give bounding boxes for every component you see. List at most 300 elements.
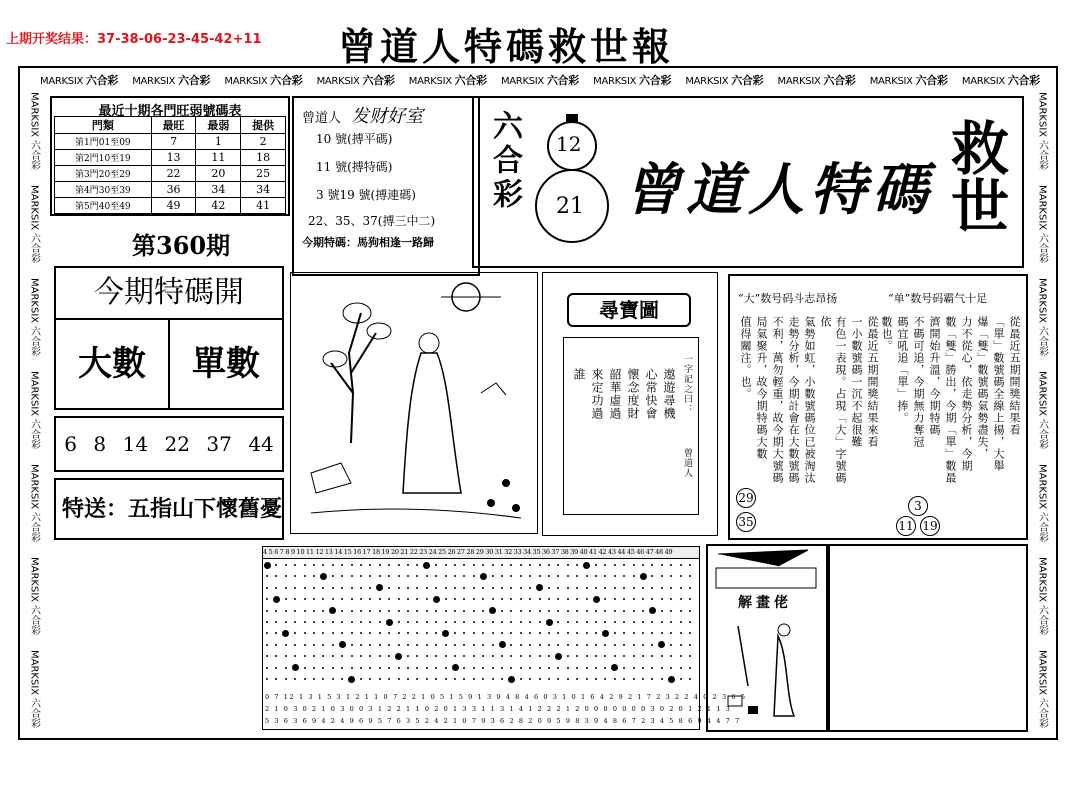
- grid-dot: [651, 587, 653, 589]
- grid-dot: [661, 621, 663, 623]
- grid-dot: [369, 655, 371, 657]
- grid-dot: [351, 598, 353, 600]
- cell: 36: [151, 182, 196, 198]
- number-list: [54, 416, 284, 472]
- grid-dot: [275, 587, 277, 589]
- grid-dot: [398, 564, 400, 566]
- article-column: 局氣聚升，故今期特碼大數: [755, 316, 768, 460]
- grid-dot: [407, 678, 409, 680]
- grid-dot: [557, 678, 559, 680]
- grid-dot: [680, 655, 682, 657]
- grid-dot: [388, 678, 390, 680]
- grid-dot: [341, 667, 343, 669]
- grid-dot: [595, 610, 597, 612]
- grid-dot: [576, 655, 578, 657]
- grid-dot: [604, 621, 606, 623]
- grid-dot: [492, 644, 494, 646]
- grid-dot: [379, 598, 381, 600]
- column-header: 提供: [241, 117, 286, 134]
- grid-dot: [501, 587, 503, 589]
- table-header-row: [55, 117, 286, 134]
- grid-dot: [689, 587, 691, 589]
- grid-dot: [642, 667, 644, 669]
- grid-dot: [388, 632, 390, 634]
- grid-dot: [668, 676, 675, 683]
- grid-dot: [292, 664, 299, 671]
- grid-dot: [275, 632, 277, 634]
- grid-dot: [567, 632, 569, 634]
- grid-dot: [689, 667, 691, 669]
- grid-dot: [398, 598, 400, 600]
- grid-dot: [445, 644, 447, 646]
- watermark: MARKSIX 六合彩: [28, 463, 40, 543]
- grid-dot: [416, 644, 418, 646]
- grid-dot: [388, 564, 390, 566]
- grid-dot: [332, 655, 334, 657]
- grid-dot: [463, 610, 465, 612]
- special-gift-text: 特送：五指山下懷舊憂: [62, 496, 283, 522]
- grid-dot: [586, 667, 588, 669]
- number-item: 14: [122, 432, 149, 456]
- grid-dot: [510, 598, 512, 600]
- grid-dot: [360, 655, 362, 657]
- grid-dot: [426, 598, 428, 600]
- cell: 34: [196, 182, 241, 198]
- grid-dot: [614, 632, 616, 634]
- watermark: MARKSIX 六合彩: [132, 74, 211, 87]
- grid-dot: [473, 575, 475, 577]
- grid-dot: [501, 621, 503, 623]
- grid-dot: [510, 610, 512, 612]
- grid-dot: [567, 667, 569, 669]
- article-column: 值得關注。也。: [739, 316, 752, 400]
- grid-dot: [539, 598, 541, 600]
- grid-dot: [398, 587, 400, 589]
- grid-dot: [275, 667, 277, 669]
- grid-dot: [426, 632, 428, 634]
- grid-dot: [633, 644, 635, 646]
- grid-dot: [651, 678, 653, 680]
- grid-dot: [661, 598, 663, 600]
- grid-dot: [454, 632, 456, 634]
- grid-dot: [680, 632, 682, 634]
- gourd-number-bottom: 21: [556, 194, 584, 219]
- grid-dot: [463, 667, 465, 669]
- grid-dot: [529, 575, 531, 577]
- grid-dot: [604, 667, 606, 669]
- grid-dot: [529, 610, 531, 612]
- grid-dot: [398, 610, 400, 612]
- grid-dot: [304, 610, 306, 612]
- cell: 1: [196, 134, 241, 150]
- grid-dot: [614, 610, 616, 612]
- grid-dot: [614, 587, 616, 589]
- grid-dot: [557, 644, 559, 646]
- grid-dot: [454, 621, 456, 623]
- grid-dot: [595, 575, 597, 577]
- article-column: 濟開始升溫，今期特碼: [928, 316, 941, 436]
- grid-dot: [435, 621, 437, 623]
- grid-dot: [586, 644, 588, 646]
- grid-dot: [332, 621, 334, 623]
- grid-dot: [567, 598, 569, 600]
- grid-dot: [595, 678, 597, 680]
- grid-dot: [670, 632, 672, 634]
- grid-dot: [482, 610, 484, 612]
- number-circle: 35: [736, 512, 756, 532]
- grid-dot: [595, 587, 597, 589]
- grid-dot: [680, 575, 682, 577]
- grid-dot: [454, 610, 456, 612]
- article-column: 不碼可追，今期無力奪冠: [912, 316, 925, 448]
- grid-dot: [398, 667, 400, 669]
- grid-dot: [445, 575, 447, 577]
- grid-dot: [426, 678, 428, 680]
- grid-dot: [680, 598, 682, 600]
- grid-dots: [263, 559, 699, 687]
- grid-dot: [623, 667, 625, 669]
- grid-dot: [658, 641, 665, 648]
- grid-dot: [623, 621, 625, 623]
- watermark: MARKSIX 六合彩: [28, 277, 40, 357]
- grid-dot: [510, 575, 512, 577]
- explain-title: 解畫佬: [738, 595, 792, 611]
- grid-dot: [351, 587, 353, 589]
- grid-dot: [435, 632, 437, 634]
- article-column: 從最近五期開獎結果看: [1008, 316, 1021, 436]
- grid-dot: [266, 632, 268, 634]
- grid-dot: [593, 596, 600, 603]
- grid-dot: [332, 575, 334, 577]
- grid-dot: [633, 587, 635, 589]
- grid-dot: [539, 564, 541, 566]
- article-column: 走勢分析，今期計會在大數號碼: [787, 316, 800, 484]
- grid-dot: [398, 621, 400, 623]
- grid-dot: [614, 678, 616, 680]
- grid-dot: [539, 610, 541, 612]
- grid-dot: [689, 610, 691, 612]
- grid-dot: [633, 678, 635, 680]
- grid-dot: [501, 598, 503, 600]
- grid-dot: [341, 632, 343, 634]
- grid-dot: [426, 667, 428, 669]
- grid-dot: [266, 610, 268, 612]
- cell: 34: [241, 182, 286, 198]
- grid-dot: [407, 632, 409, 634]
- grid-dot: [407, 655, 409, 657]
- grid-dot: [473, 564, 475, 566]
- article-column: 氣勢如虹，小數號碼位已被淘汰: [803, 316, 816, 484]
- grid-dot: [275, 655, 277, 657]
- sage-illustration: [291, 273, 537, 533]
- grid-dot: [341, 575, 343, 577]
- grid-dot: [604, 644, 606, 646]
- grid-dot: [567, 655, 569, 657]
- scroll-column: 誰: [572, 368, 586, 381]
- grid-dot: [548, 644, 550, 646]
- grid-dot: [614, 621, 616, 623]
- article-column: 一小數號碼一沉不起很難: [850, 316, 863, 448]
- grid-dot: [492, 655, 494, 657]
- grid-dot: [442, 630, 449, 637]
- grid-dot: [435, 587, 437, 589]
- grid-dot: [529, 632, 531, 634]
- cell: 13: [151, 150, 196, 166]
- grid-dot: [294, 598, 296, 600]
- tips-author: 曾道人: [302, 111, 342, 126]
- grid-dot: [351, 575, 353, 577]
- grid-dot: [304, 587, 306, 589]
- table-row: [55, 166, 286, 182]
- grid-dot: [360, 621, 362, 623]
- grid-dot: [623, 632, 625, 634]
- grid-dot: [463, 632, 465, 634]
- watermark: MARKSIX 六合彩: [408, 74, 487, 87]
- grid-dot: [633, 667, 635, 669]
- grid-dot: [642, 678, 644, 680]
- grid-dot: [557, 598, 559, 600]
- grid-dot: [623, 610, 625, 612]
- grid-dot: [576, 632, 578, 634]
- grid-dot: [555, 653, 562, 660]
- grid-dot: [348, 676, 355, 683]
- grid-dot: [369, 632, 371, 634]
- grid-dot: [445, 564, 447, 566]
- grid-dot: [614, 644, 616, 646]
- scroll: [563, 337, 699, 515]
- watermark: MARKSIX 六合彩: [685, 74, 764, 87]
- grid-dot: [332, 632, 334, 634]
- row-label: 第2門10至19: [55, 150, 152, 166]
- grid-dot: [604, 575, 606, 577]
- grid-dot: [313, 610, 315, 612]
- grid-dot: [548, 587, 550, 589]
- watermark: MARKSIX 六合彩: [961, 74, 1040, 87]
- grid-dot: [360, 575, 362, 577]
- newspaper-title: 曾道人特碼救世報: [338, 24, 675, 69]
- grid-dot: [661, 587, 663, 589]
- grid-dot: [304, 632, 306, 634]
- grid-dot: [463, 564, 465, 566]
- grid-dot: [322, 598, 324, 600]
- grid-dot: [341, 598, 343, 600]
- grid-dot: [633, 598, 635, 600]
- gourd-number-top: 12: [556, 132, 582, 156]
- grid-dot: [670, 655, 672, 657]
- grid-dot: [529, 587, 531, 589]
- number-circle: 3: [908, 496, 928, 516]
- tips-box: [292, 96, 480, 276]
- grid-dot: [294, 610, 296, 612]
- special-gift-box: [54, 478, 284, 540]
- row-label: 第1門01至09: [55, 134, 152, 150]
- grid-dot: [548, 678, 550, 680]
- grid-dot: [614, 655, 616, 657]
- column-header: 最弱: [196, 117, 241, 134]
- grid-dot: [546, 619, 553, 626]
- grid-dot: [595, 667, 597, 669]
- grid-dot: [529, 621, 531, 623]
- grid-dot: [557, 575, 559, 577]
- grid-dot: [586, 621, 588, 623]
- grid-dot: [407, 621, 409, 623]
- column-header: 門類: [55, 117, 152, 134]
- grid-dot: [604, 678, 606, 680]
- grid-dot: [379, 575, 381, 577]
- grid-dot: [304, 678, 306, 680]
- grid-dot: [583, 562, 590, 569]
- grid-dot: [473, 621, 475, 623]
- grid-dot: [482, 632, 484, 634]
- scroll-column: 心常快會: [644, 368, 658, 420]
- grid-dot: [539, 655, 541, 657]
- grid-dot: [651, 667, 653, 669]
- grid-dot: [473, 587, 475, 589]
- logo-title: 曾道人特碼: [624, 157, 934, 223]
- grid-dot: [586, 678, 588, 680]
- grid-dot: [689, 655, 691, 657]
- grid-dot: [482, 678, 484, 680]
- grid-dot: [351, 667, 353, 669]
- logo-box: [472, 96, 1024, 268]
- grid-dot: [529, 644, 531, 646]
- grid-dot: [586, 632, 588, 634]
- grid-dot: [445, 655, 447, 657]
- watermark: MARKSIX 六合彩: [1036, 556, 1048, 635]
- grid-dot: [388, 667, 390, 669]
- grid-dot: [407, 644, 409, 646]
- grid-dot: [520, 667, 522, 669]
- grid-dot: [435, 575, 437, 577]
- last-draw-result: 上期开奖结果：37-38-06-23-45-42+11: [6, 32, 262, 47]
- grid-dot: [463, 598, 465, 600]
- grid-dot: [670, 667, 672, 669]
- grid-dot: [435, 678, 437, 680]
- grid-digits-row: 2 1 0 3 0 2 1 0 3 0 0 3 1 2 2 1 1 0 2 0 1 3 3 1 1 3 1 4 1 2 2 2 1 2 0 0 0 0 0 0 0 3 0 2 0 1 2 1 1 3: [265, 705, 732, 713]
- tip-line: 3 號19 號(搏連碼): [316, 188, 416, 202]
- grid-dot: [529, 678, 531, 680]
- watermark: MARKSIX 六合彩: [1036, 649, 1048, 728]
- grid-dot: [586, 598, 588, 600]
- grid-dot: [510, 587, 512, 589]
- grid-dot: [604, 564, 606, 566]
- grid-dot: [313, 667, 315, 669]
- grid-dot: [454, 678, 456, 680]
- grid-dot: [576, 621, 578, 623]
- grid-dot: [332, 667, 334, 669]
- grid-dot: [529, 655, 531, 657]
- watermark: MARKSIX 六合彩: [1036, 92, 1048, 171]
- article-right-body: [880, 316, 1022, 486]
- tips-head: [302, 102, 470, 127]
- grid-dot: [670, 644, 672, 646]
- grid-dot: [680, 621, 682, 623]
- grid-dot: [360, 610, 362, 612]
- grid-dot: [426, 610, 428, 612]
- grid-dot: [294, 587, 296, 589]
- grid-dot: [520, 632, 522, 634]
- grid-dot: [452, 664, 459, 671]
- scroll-head: 一字記之曰：: [682, 354, 692, 414]
- grid-dot: [386, 619, 393, 626]
- tip-line: 11 號(搏特碼): [316, 160, 393, 174]
- grid-dot: [463, 678, 465, 680]
- grid-dot: [304, 564, 306, 566]
- grid-dot: [651, 575, 653, 577]
- gourd-logo-icon: [532, 106, 612, 256]
- grid-dot: [651, 564, 653, 566]
- watermark: MARKSIX 六合彩: [1036, 184, 1048, 264]
- grid-dot: [651, 621, 653, 623]
- number-item: 6: [64, 432, 77, 456]
- grid-dot: [322, 655, 324, 657]
- grid-dot: [586, 655, 588, 657]
- big-number-label: 大數: [56, 320, 170, 408]
- cell: 41: [241, 198, 286, 214]
- grid-dot: [313, 598, 315, 600]
- grid-dot: [379, 655, 381, 657]
- grid-dot: [341, 621, 343, 623]
- grid-dot: [398, 575, 400, 577]
- grid-dot: [680, 667, 682, 669]
- grid-dot: [529, 667, 531, 669]
- grid-dot: [689, 632, 691, 634]
- watermark: MARKSIX 六合彩: [28, 370, 40, 450]
- grid-dot: [604, 598, 606, 600]
- tips-today: 今期特碼：馬狗相逢一路歸: [302, 236, 434, 249]
- grid-dot: [294, 564, 296, 566]
- grid-dot: [341, 678, 343, 680]
- grid-dot: [642, 610, 644, 612]
- watermark: MARKSIX 六合彩: [593, 74, 672, 87]
- grid-dot: [454, 655, 456, 657]
- grid-dot: [360, 587, 362, 589]
- number-circle: 29: [736, 488, 756, 508]
- grid-dot: [322, 587, 324, 589]
- grid-dot: [501, 667, 503, 669]
- grid-dot: [426, 587, 428, 589]
- number-circle: 19: [920, 516, 940, 536]
- grid-dot: [282, 630, 289, 637]
- grid-dot: [388, 575, 390, 577]
- grid-dot: [275, 644, 277, 646]
- grid-dot: [557, 632, 559, 634]
- grid-dot: [313, 678, 315, 680]
- grid-dot: [322, 678, 324, 680]
- grid-dot: [388, 655, 390, 657]
- grid-digits-row: 5 3 6 3 6 9 4 2 4 9 6 9 5 7 6 3 5 2 4 2 1 0 7 9 3 6 2 8 2 0 9 5 9 8 3 9 4 8 6 7 2 3 4 5 8 6 9 4 4 7 7: [265, 717, 741, 725]
- grid-dot: [473, 667, 475, 669]
- grid-dot: [351, 655, 353, 657]
- grid-dot: [416, 587, 418, 589]
- grid-dot: [388, 598, 390, 600]
- watermark: MARKSIX 六合彩: [28, 649, 40, 728]
- article-column: 不利，萬勿輕重，故今期大號碼: [771, 316, 784, 484]
- grid-dot: [416, 678, 418, 680]
- grid-dot: [642, 587, 644, 589]
- grid-dot: [379, 678, 381, 680]
- grid-dot: [548, 667, 550, 669]
- grid-dot: [322, 610, 324, 612]
- grid-dot: [548, 655, 550, 657]
- grid-dot: [595, 621, 597, 623]
- grid-dot: [520, 644, 522, 646]
- grid-dot: [416, 621, 418, 623]
- grid-dot: [266, 678, 268, 680]
- grid-dot: [689, 621, 691, 623]
- grid-dot: [633, 610, 635, 612]
- article-column: 「單」數號碼全線上揚，大舉: [992, 316, 1005, 472]
